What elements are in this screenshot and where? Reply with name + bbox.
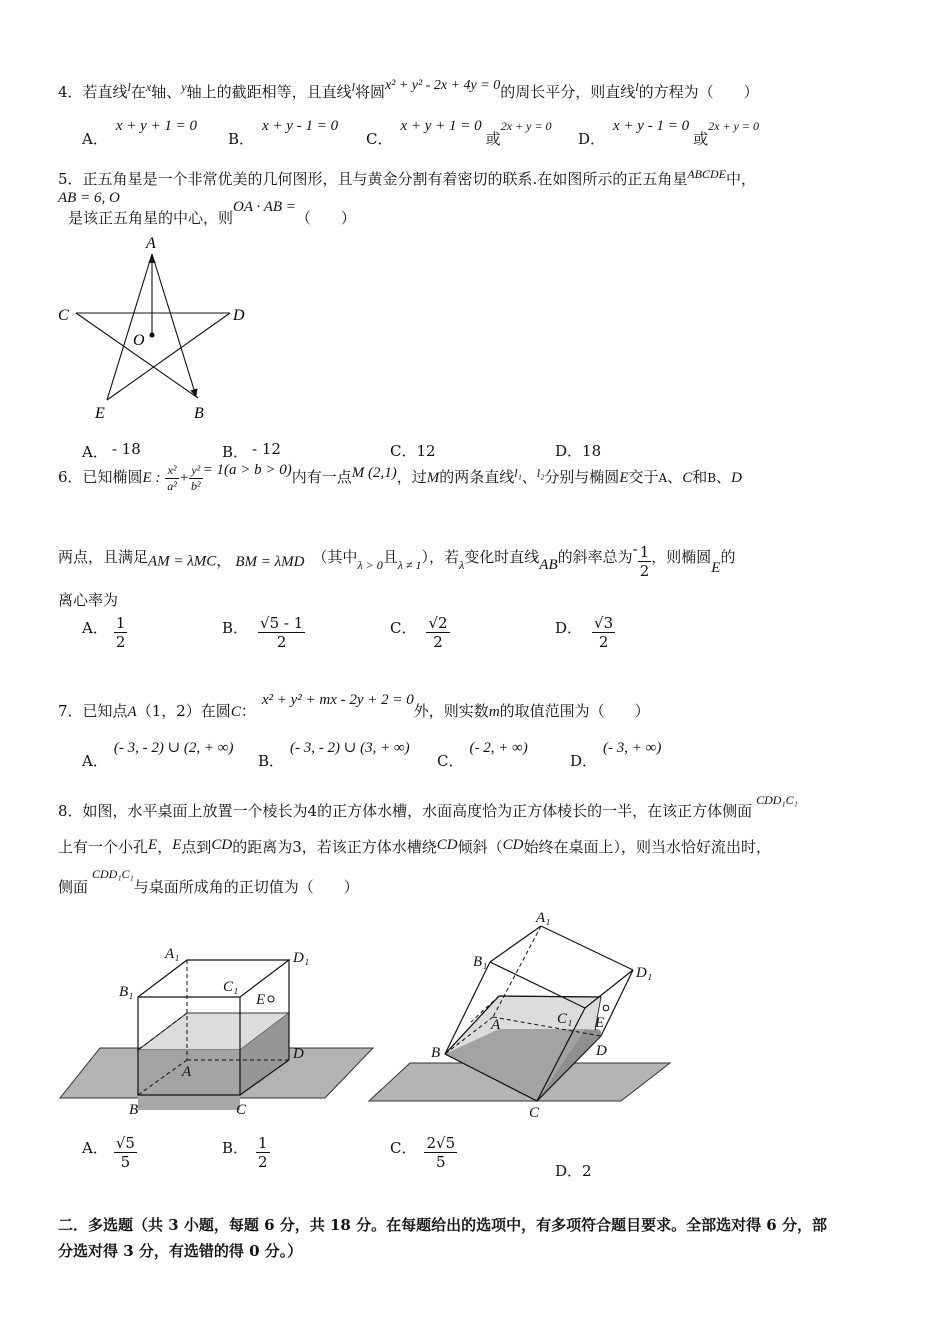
q6-stem-line3: 离心率为: [58, 591, 119, 609]
ellipse-y-term: $\frac{\text{y²}}{\text{b²}}$: [190, 462, 201, 493]
label-C: C: [58, 307, 69, 324]
q5-option-d[interactable]: D．18: [555, 442, 602, 460]
label-C: C: [529, 1105, 540, 1120]
q4-option-c[interactable]: C．x + y + 1 = 0或2x + y = 0: [366, 118, 552, 148]
cube-tilted-figure: [365, 905, 675, 1120]
star-lines: [76, 254, 230, 400]
q8-stem-line2: 上有一个小孔E，E点到CD的距离为3，若该正方体水槽绕CD倾斜（CD始终在桌面上），则当水恰好流出时，: [58, 837, 771, 856]
label-E: E: [256, 992, 266, 1008]
q5-stem-line1: 5．正五角星是一个非常优美的几何图形，且与黄金分割有着密切的联系.在如图所示的正五角星$^{ABCDE}$中，: [58, 167, 757, 188]
label-C: C: [236, 1102, 247, 1118]
q6-stem-line1: 6．已知椭圆E : $\frac{\text{x²}}{\text{a²}}$ + $\frac{\text{y²}}{\text{b²}}$ = 1(a > b > 0)内有一点M (2,1)，过M的两条直线$^{l_1}$、$^{l_2}$分别与椭圆E交于A、C和B、D: [58, 462, 742, 493]
q8-option-d[interactable]: D．2: [555, 1162, 592, 1180]
label-B1: B₁: [119, 984, 134, 1000]
center-point: [149, 332, 154, 337]
label-A1: A₁: [536, 910, 551, 926]
label-B: B: [194, 405, 204, 422]
q8-option-b[interactable]: B． $\frac{1}{2}$: [222, 1134, 268, 1171]
q6-stem-line2: 两点，且满足AM = λMC， BM = λMD （其中$_{\lambda > 0}$且$_{\lambda \ne 1}$），若$_\lambda$变化时直线AB的斜率总为- $\frac{1}{2}$ ，则椭圆E的: [58, 539, 736, 580]
label-E: E: [95, 405, 105, 422]
label-B: B: [129, 1102, 139, 1118]
q4-option-d[interactable]: D．x + y - 1 = 0或2x + y = 0: [578, 118, 759, 148]
q8-option-c[interactable]: C． $\frac{2√5}{5}$: [390, 1134, 456, 1171]
q7-option-d[interactable]: D．(- 3, + ∞): [570, 740, 662, 770]
hole-E: [268, 996, 274, 1002]
label-D: D: [596, 1043, 607, 1059]
label-E: E: [595, 1015, 605, 1031]
q6-option-d[interactable]: D． $\frac{√3}{2}$: [555, 614, 614, 651]
q4-stem: 4．若直线$^l$在$^x$轴、$^y$轴上的截距相等，且直线$^l$将圆x² + y² - 2x + 4y = 0的周长平分，则直线$^l$的方程为（ ）: [58, 78, 759, 101]
label-A: A: [182, 1064, 192, 1080]
label-B1: B₁: [473, 954, 488, 970]
q5-stem-line2: AB = 6, O 是该正五角星的中心，则OA · AB =（ ）: [58, 190, 356, 227]
q7-option-a[interactable]: A．(- 3, - 2) ∪ (2, + ∞): [82, 740, 234, 770]
q8-option-a[interactable]: A． $\frac{√5}{5}$: [82, 1134, 135, 1171]
ellipse-x-term: $\frac{\text{x²}}{\text{a²}}$: [167, 462, 177, 493]
cube-upright-figure: [55, 940, 375, 1120]
q7-option-c[interactable]: C．(- 2, + ∞): [437, 740, 528, 770]
hole-E: [603, 1005, 609, 1011]
label-D1: D₁: [636, 965, 653, 981]
label-C1: C₁: [223, 979, 239, 995]
q8-stem-line1: 8．如图，水平桌面上放置一个棱长为4的正方体水槽，水面高度恰为正方体棱长的一半，在该正方体侧面CDD₁C₁: [58, 793, 798, 820]
q8-stem-line3: 侧面CDD₁C₁与桌面所成角的正切值为（ ）: [58, 867, 359, 896]
slope-fraction: $\frac{1}{2}$: [639, 543, 650, 580]
label-A1: A₁: [165, 946, 180, 962]
q6-option-c[interactable]: C． $\frac{√2}{2}$: [390, 614, 448, 651]
q5-option-b[interactable]: B． - 12: [222, 440, 281, 461]
q4-option-b[interactable]: B．x + y - 1 = 0: [228, 118, 339, 148]
section2-heading: 二．多选题（共 3 小题，每题 6 分，共 18 分。在每题给出的选项中，有多项符合题目要求。全部选对得 6 分，部 分选对得 3 分，有选错的得 0 分。）: [58, 1216, 827, 1260]
q7-option-b[interactable]: B．(- 3, - 2) ∪ (3, + ∞): [258, 740, 410, 770]
label-D: D: [293, 1046, 304, 1062]
q5-option-c[interactable]: C．12: [390, 442, 436, 460]
q4-option-a[interactable]: A．x + y + 1 = 0: [82, 118, 198, 148]
label-A: A: [491, 1017, 501, 1033]
label-C1: C₁: [557, 1011, 573, 1027]
q7-stem: 7．已知点A（1，2）在圆C：x² + y² + mx - 2y + 2 = 0外，则实数m的取值范围为（ ）: [58, 692, 650, 720]
label-B: B: [431, 1045, 441, 1061]
label-D1: D₁: [293, 950, 310, 966]
pentagram-figure: [50, 232, 260, 424]
q6-option-b[interactable]: B． $\frac{√5 - 1}{2}$: [222, 614, 304, 651]
label-O: O: [133, 332, 145, 349]
label-D: D: [233, 307, 245, 324]
q6-option-a[interactable]: A． $\frac{1}{2}$: [82, 614, 126, 651]
label-A: A: [146, 235, 156, 252]
q5-option-a[interactable]: A． - 18: [82, 440, 141, 461]
